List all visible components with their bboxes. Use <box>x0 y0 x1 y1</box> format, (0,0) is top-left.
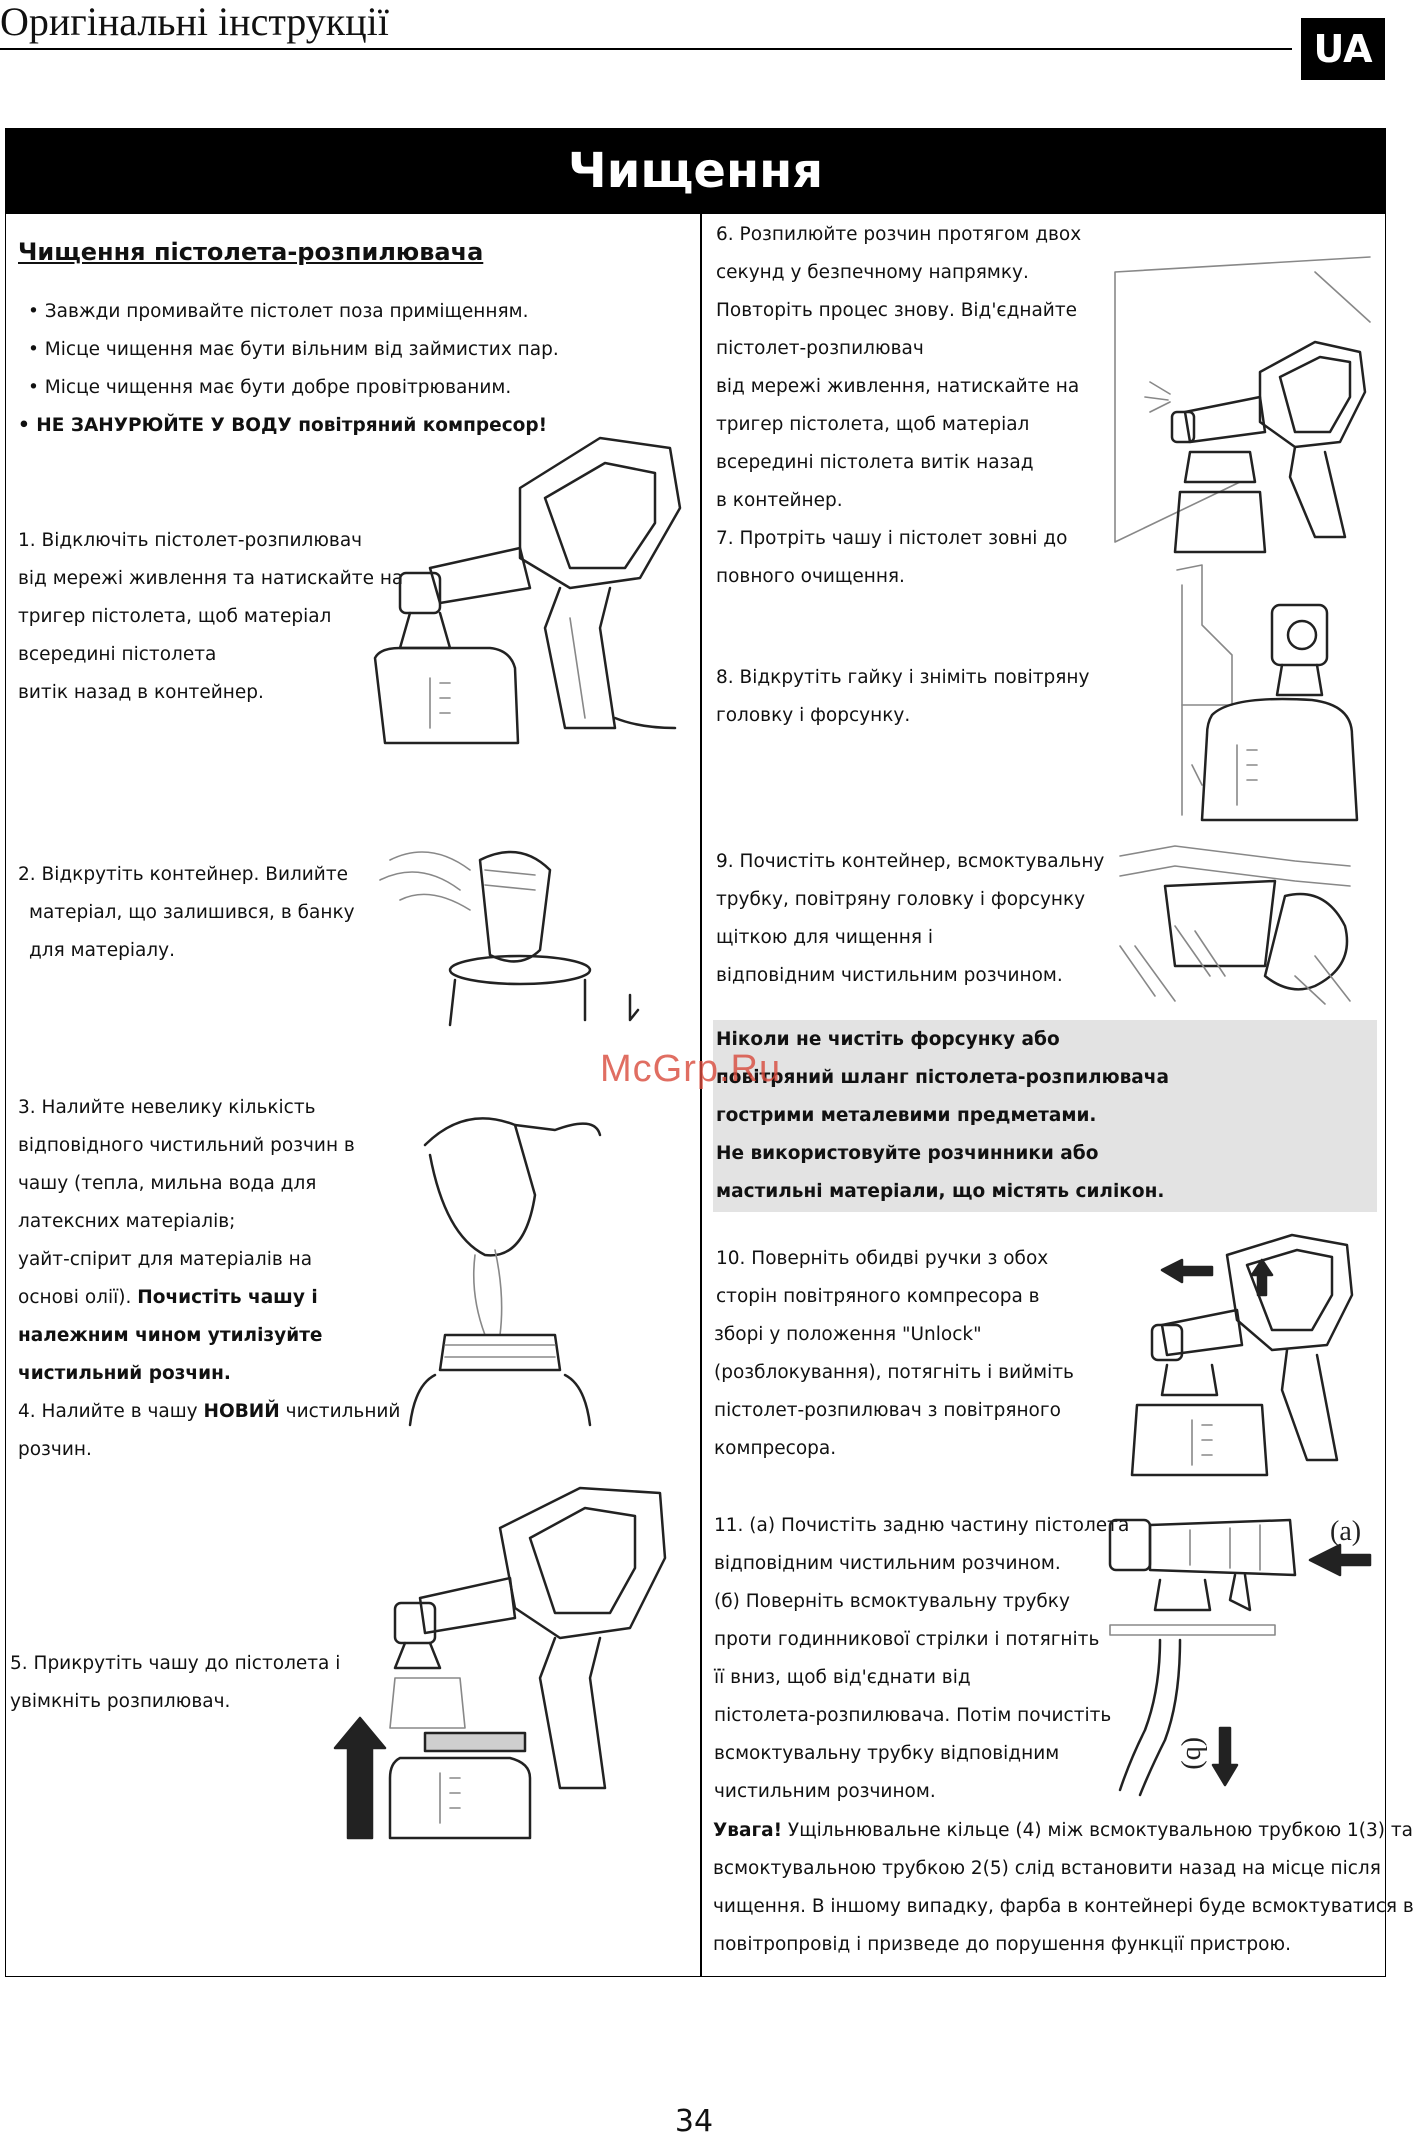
label-b: (b) <box>1180 1737 1211 1770</box>
column-divider <box>700 214 702 1977</box>
step-line: для матеріалу. <box>29 940 175 961</box>
step-4-bold: НОВИЙ <box>203 1401 280 1422</box>
step-line: в контейнер. <box>716 490 843 511</box>
step-line: трубку, повітряну головку і форсунку <box>716 889 1086 910</box>
step-line: 11. (а) Почистіть задню частину пістолета <box>714 1515 1130 1536</box>
step-line: пістолета-розпилювача. Потім почистіть <box>714 1705 1112 1726</box>
step-7-line: 7. Протріть чашу і пістолет зовні до <box>716 528 1068 549</box>
step-line: тригер пістолета, щоб матеріал <box>18 606 332 627</box>
step-3 <box>18 1089 400 1469</box>
step-10 <box>714 1240 1074 1468</box>
warning-line: повітряний шланг пістолета-розпилювача <box>716 1067 1169 1088</box>
step-line: проти годинникової стрілки і потягніть <box>714 1629 1100 1650</box>
step-line: всередині пістолета витік назад <box>716 452 1034 473</box>
spray-wall-illustration <box>1110 262 1380 552</box>
step-1 <box>18 522 403 712</box>
note <box>713 1812 1414 1964</box>
step-4-text: чистильний <box>279 1401 401 1422</box>
step-line: від мережі живлення та натискайте на <box>18 568 404 589</box>
step-bold-text: Почистіть чашу і <box>137 1287 318 1308</box>
step-6 <box>716 216 1081 596</box>
step-line: її вниз, щоб від'єднати від <box>714 1667 971 1688</box>
step-line: всмоктувальну трубку відповідним <box>714 1743 1060 1764</box>
warning-text <box>716 1021 1169 1211</box>
warning-line: мастильні матеріали, що містять силікон. <box>716 1181 1165 1202</box>
step-4 <box>18 1393 400 1431</box>
step-line: тригер пістолета, щоб матеріал <box>716 414 1030 435</box>
step-line: 2. Відкрутіть контейнер. Вилийте <box>18 864 348 885</box>
step-line: пістолет-розпилювач <box>716 338 924 359</box>
bullet-item: • Завжди промивайте пістолет поза приміщенням. <box>28 301 529 322</box>
suction-tube-illustration <box>1100 1500 1375 1800</box>
step-line: уайт-спірит для матеріалів на <box>18 1249 313 1270</box>
document-header-title: Оригінальні інструкції <box>0 0 389 44</box>
language-badge: UA <box>1301 18 1385 80</box>
spray-gun-assembly-illustration <box>330 1478 675 1848</box>
step-line: секунд у безпечному напрямку. <box>716 262 1029 283</box>
step-line: 10. Поверніть обидві ручки з обох <box>716 1248 1049 1269</box>
note-line: Ущільнювальне кільце (4) між всмоктувальною трубкою 1(3) та <box>782 1820 1413 1841</box>
step-line: 6. Розпилюйте розчин протягом двох <box>716 224 1082 245</box>
step-2 <box>18 856 355 970</box>
step-line: (розблокування), потягніть і вийміть <box>714 1362 1074 1383</box>
step-line: основі олії). <box>18 1287 132 1308</box>
note-line: всмоктувальною трубкою 2(5) слід встановити назад на місце після <box>713 1858 1381 1879</box>
unlock-illustration <box>1132 1225 1360 1480</box>
warning-line: Не використовуйте розчинники або <box>716 1143 1099 1164</box>
step-line: 8. Відкрутіть гайку і зніміть повітряну <box>716 667 1090 688</box>
step-line: чистильним розчином. <box>714 1781 936 1802</box>
step-5 <box>10 1645 340 1721</box>
step-line: 1. Відключіть пістолет-розпилювач <box>18 530 363 551</box>
step-line: чашу (тепла, мильна вода для <box>18 1173 317 1194</box>
step-7-line: повного очищення. <box>716 566 905 587</box>
label-a: (a) <box>1330 1516 1362 1547</box>
bullet-item: • Місце чищення має бути вільним від займистих пар. <box>28 339 559 360</box>
watermark: McGrp.Ru <box>600 1048 782 1090</box>
header-rule <box>0 48 1292 50</box>
step-bold-text: чистильний розчин. <box>18 1363 231 1384</box>
step-8 <box>716 659 1089 735</box>
step-line: Повторіть процес знову. Від'єднайте <box>716 300 1077 321</box>
step-line: 3. Налийте невелику кількість <box>18 1097 316 1118</box>
section-banner: Чищення <box>5 128 1386 214</box>
step-bold-text: належним чином утилізуйте <box>18 1325 323 1346</box>
step-line: відповідним чистильним розчином. <box>714 1553 1061 1574</box>
step-11 <box>714 1507 1129 1811</box>
step-line: (б) Поверніть всмоктувальну трубку <box>714 1591 1070 1612</box>
step-line: витік назад в контейнер. <box>18 682 264 703</box>
step-line: пістолет-розпилювач з повітряного <box>714 1400 1061 1421</box>
step-line: матеріал, що залишився, в банку <box>29 902 355 923</box>
step-line: зборі у положення "Unlock" <box>714 1324 982 1345</box>
bullet-list <box>28 293 559 407</box>
warning-line: гострими металевими предметами. <box>716 1105 1097 1126</box>
spray-gun-illustration <box>370 428 690 758</box>
step-line: від мережі живлення, натискайте на <box>716 376 1080 397</box>
note-line: чищення. В іншому випадку, фарба в контейнері буде всмоктуватися в <box>713 1896 1414 1917</box>
step-line: сторін повітряного компресора в <box>716 1286 1040 1307</box>
step-4-text: 4. Налийте в чашу <box>18 1401 204 1422</box>
step-line: латексних матеріалів; <box>18 1211 236 1232</box>
step-line: увімкніть розпилювач. <box>10 1691 231 1712</box>
step-9 <box>716 843 1104 995</box>
step-line: відповідним чистильним розчином. <box>716 965 1063 986</box>
step-line: головку і форсунку. <box>716 705 911 726</box>
page-number: 34 <box>674 2104 714 2139</box>
step-line: 5. Прикрутіть чашу до пістолета і <box>10 1653 341 1674</box>
step-line: компресора. <box>714 1438 837 1459</box>
step-line: всередині пістолета <box>18 644 217 665</box>
bullet-warning: • НЕ ЗАНУРЮЙТЕ У ВОДУ повітряний компресор! <box>18 415 548 436</box>
cleaning-illustration <box>1115 836 1355 1006</box>
step-line: 9. Почистіть контейнер, всмоктувальну <box>716 851 1105 872</box>
note-label: Увага! <box>713 1820 783 1841</box>
warning-line: Ніколи не чистіть форсунку або <box>716 1029 1060 1050</box>
step-line: розчин. <box>18 1439 92 1460</box>
bullet-item: • Місце чищення має бути добре провітрюваним. <box>28 377 512 398</box>
pour-illustration <box>370 830 645 1030</box>
section-subtitle: Чищення пістолета-розпилювача <box>18 238 484 266</box>
air-head-illustration <box>1172 565 1362 827</box>
pour-liquid-illustration <box>405 1085 600 1425</box>
step-line: відповідного чистильний розчин в <box>18 1135 355 1156</box>
step-line: щіткою для чищення і <box>716 927 934 948</box>
note-line: повітропровід і призведе до порушення функції пристрою. <box>713 1934 1291 1955</box>
